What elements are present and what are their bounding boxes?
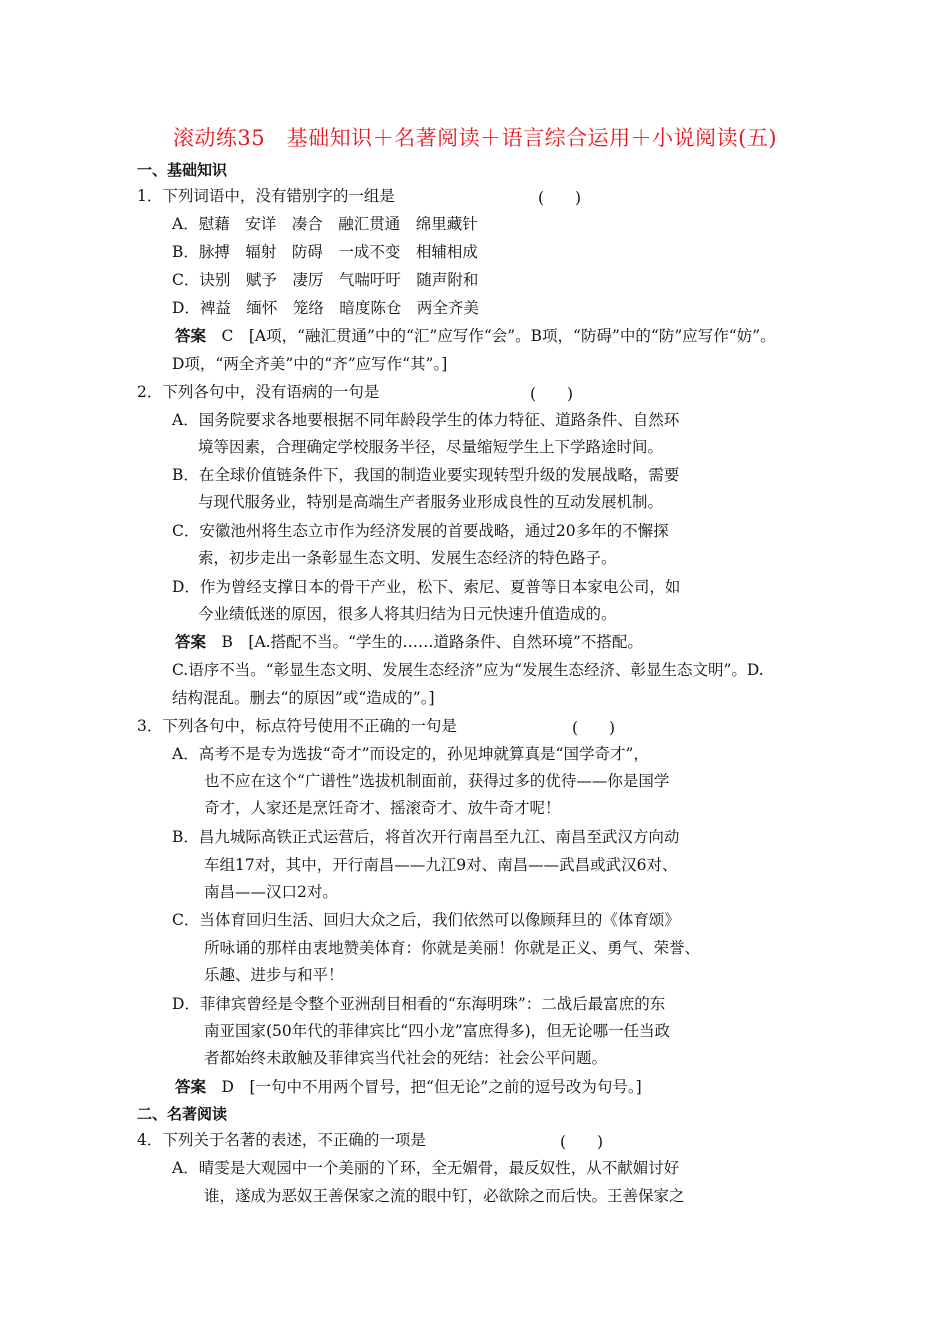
question-3-answer [175,1077,642,1097]
question-2-option-b: B．在全球价值链条件下，我国的制造业要实现转型升级的发展战略，需要 [172,466,680,484]
question-3-option-c-cont: 所咏诵的那样由衷地赞美体育：你就是美丽！你就是正义、勇气、荣誉、 [204,939,701,957]
answer-text: C [A项，“融汇贯通”中的“汇”应写作“会”。B项，“防碍”中的“防”应写作“妨”。 [206,327,776,345]
question-2-stem: 2．下列各句中，没有语病的一句是 [137,383,380,401]
question-4-answer-blank: ( ) [560,1133,604,1151]
question-3-answer-blank: ( ) [572,719,616,737]
question-3-option-a-cont: 也不应在这个“广谱性”选拔机制面前，获得过多的优待——你是国学 [204,772,670,790]
question-4-option-a: A．晴雯是大观园中一个美丽的丫环，全无媚骨，最反奴性，从不献媚讨好 [172,1159,680,1177]
question-1-answer [175,326,776,346]
question-2-option-d-cont: 今业绩低迷的原因，很多人将其归结为日元快速升值造成的。 [198,605,617,623]
question-1-option-c: C．诀别 赋予 凄厉 气喘吁吁 随声附和 [172,271,479,289]
question-2-option-c-cont: 索，初步走出一条彰显生态文明、发展生态经济的特色路子。 [198,549,617,567]
question-2-option-d: D．作为曾经支撑日本的骨干产业，松下、索尼、夏普等日本家电公司，如 [172,578,681,596]
question-3-option-d: D．菲律宾曾经是令整个亚洲刮目相看的“东海明珠”：二战后最富庶的东 [172,995,666,1013]
question-3-option-d-cont: 南亚国家(50年代的菲律宾比“四小龙”富庶得多)，但无论哪一任当政 [204,1022,671,1040]
answer-text: B [A.搭配不当。“学生的……道路条件、自然环境”不搭配。 [206,633,643,651]
question-1-option-d: D．裨益 缅怀 笼络 暗度陈仓 两全齐美 [172,299,479,317]
section-heading-classics: 二、名著阅读 [137,1105,228,1123]
question-1-option-a: A．慰藉 安详 凑合 融汇贯通 绵里藏针 [172,215,478,233]
question-2-option-a-cont: 境等因素，合理确定学校服务半径，尽量缩短学生上下学路途时间。 [198,438,664,456]
question-2-option-c: C．安徽池州将生态立市作为经济发展的首要战略，通过20多年的不懈探 [172,522,669,540]
question-2-answer-blank: ( ) [530,385,574,403]
answer-label: 答案 [175,633,207,651]
question-3-option-a: A．高考不是专为选拔“奇才”而设定的，孙见坤就算真是“国学奇才”， [172,745,649,763]
answer-label: 答案 [175,1078,207,1096]
answer-label: 答案 [175,327,207,345]
question-3-option-b: B．昌九城际高铁正式运营后，将首次开行南昌至九江、南昌至武汉方向动 [172,828,680,846]
question-2-answer-cont: C.语序不当。“彰显生态文明、发展生态经济”应为“发展生态经济、彰显生态文明”。D. [172,661,764,679]
question-1-answer-cont: D项，“两全齐美”中的“齐”应写作“其”。] [172,355,448,373]
question-2-answer [175,632,643,652]
section-heading-basics: 一、基础知识 [137,161,228,179]
question-1-option-b: B．脉搏 辐射 防碍 一成不变 相辅相成 [172,243,478,261]
page-title: 滚动练35 基础知识＋名著阅读＋语言综合运用＋小说阅读(五) [172,126,778,150]
question-3-option-c-cont-2: 乐趣、进步与和平！ [204,966,344,984]
question-3-option-d-cont-2: 者都始终未敢触及菲律宾当代社会的死结：社会公平问题。 [204,1049,608,1067]
question-2-answer-cont-2: 结构混乱。删去“的原因”或“造成的”。] [172,689,435,707]
answer-text: D [一句中不用两个冒号，把“但无论”之前的逗号改为句号。] [206,1078,642,1096]
question-1-stem: 1．下列词语中，没有错别字的一组是 [137,187,395,205]
question-3-stem: 3．下列各句中，标点符号使用不正确的一句是 [137,717,457,735]
question-3-option-c: C．当体育回归生活、回归大众之后，我们依然可以像顾拜旦的《体育颂》 [172,911,680,929]
question-1-answer-blank: ( ) [538,189,582,207]
question-3-option-b-cont: 车组17对，其中，开行南昌——九江9对、南昌——武昌或武汉6对、 [204,856,678,874]
question-3-option-a-cont-2: 奇才，人家还是烹饪奇才、摇滚奇才、放牛奇才呢！ [204,799,561,817]
question-4-option-a-cont: 谁，遂成为恶奴王善保家之流的眼中钉，必欲除之而后快。王善保家之 [204,1187,685,1205]
question-4-stem: 4．下列关于名著的表述，不正确的一项是 [137,1131,426,1149]
question-2-option-b-cont: 与现代服务业，特别是高端生产者服务业形成良性的互动发展机制。 [198,493,664,511]
question-2-option-a: A．国务院要求各地要根据不同年龄段学生的体力特征、道路条件、自然环 [172,411,680,429]
question-3-option-b-cont-2: 南昌——汉口2对。 [204,883,338,901]
